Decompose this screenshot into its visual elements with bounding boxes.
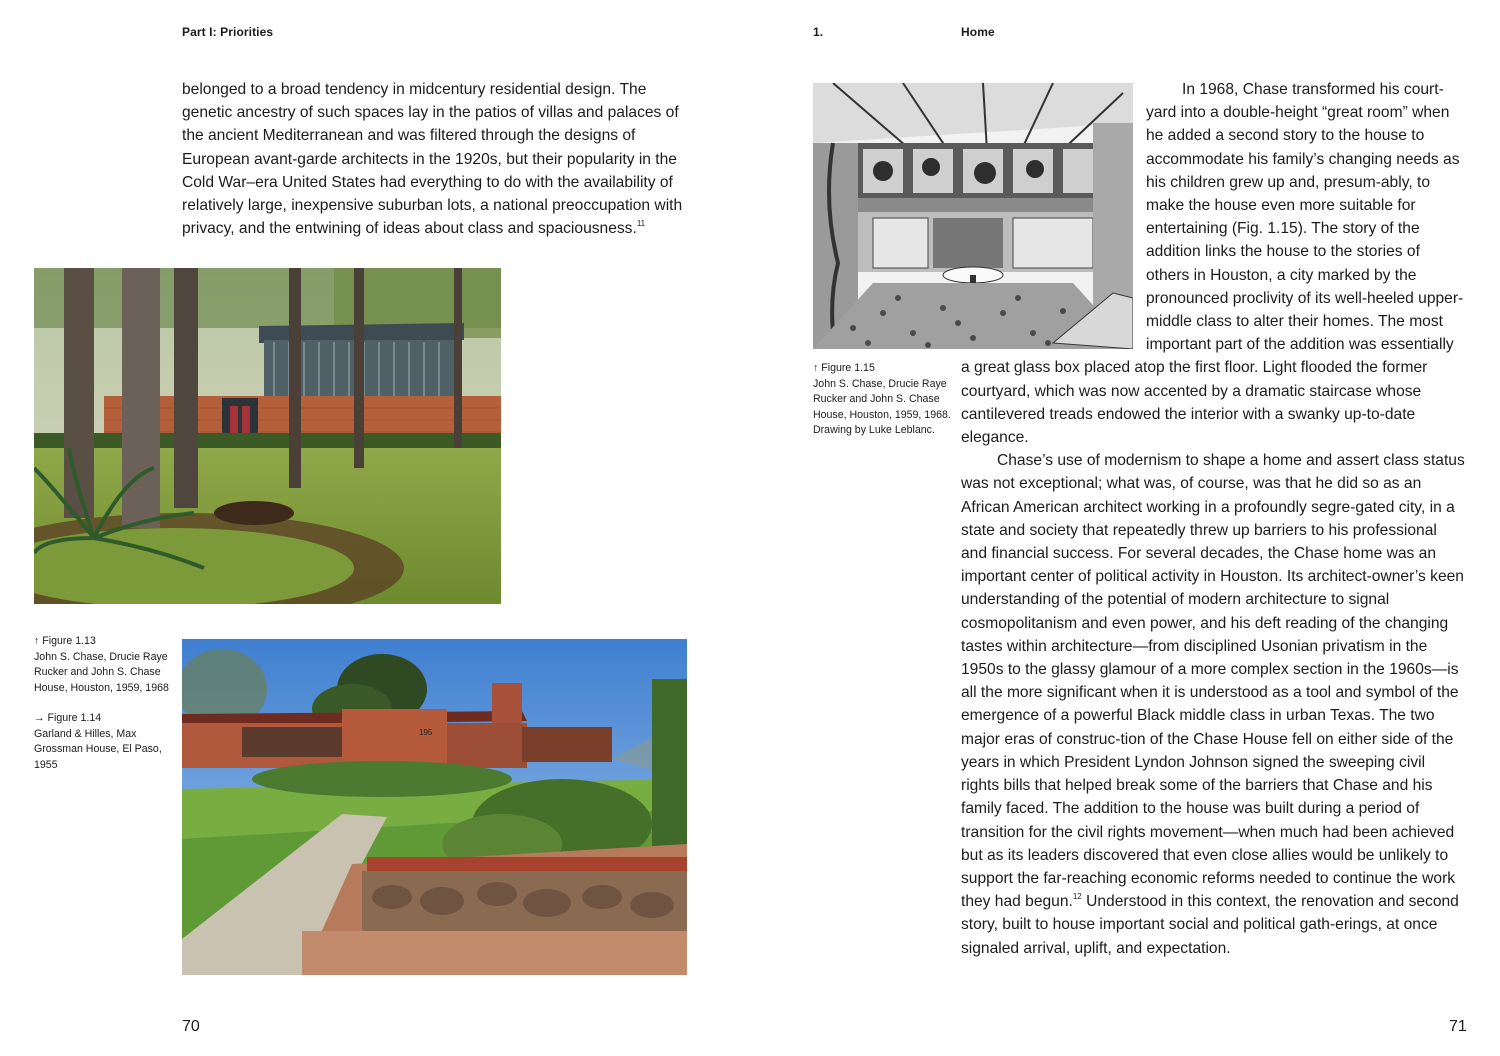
paragraph-text: belonged to a broad tendency in midcentury residential design. The genetic ancestry of such spaces lay in the patios of villas and palaces of the ancient Mediterranean and was filtered through the designs of European avant-garde architects in the 1920s, but their popularity in the Cold War–era United States had everything to do with the availability of relatively large, inexpensive suburban lots, a national preoccupation with privacy, and the entwining of ideas about class and spaciousness.: [182, 81, 683, 238]
caption-text: Garland & Hilles, Max Grossman House, El Paso, 1955: [34, 727, 162, 771]
chapter-number: 1.: [813, 25, 824, 39]
body-paragraph-2: [961, 449, 1466, 959]
running-head-left: Part I: Priorities: [182, 25, 274, 39]
body-paragraph-left: [182, 78, 692, 240]
figure-1-14-photo: [182, 639, 687, 975]
figure-wrap-space: [961, 78, 1146, 355]
house-number-sign: 195: [419, 728, 433, 737]
figure-1-15-caption: [813, 361, 953, 439]
running-head-right: Home: [961, 25, 995, 39]
caption-text: John S. Chase, Drucie Raye Rucker and John S. Chase House, Houston, 1959, 1968. Drawing by Luke Leblanc.: [813, 377, 951, 437]
caption-text: John S. Chase, Drucie Raye Rucker and John S. Chase House, Houston, 1959, 1968: [34, 650, 169, 694]
caption-label: ↑ Figure 1.15: [813, 362, 875, 374]
footnote-ref-11: 11: [636, 219, 646, 229]
figure-1-13-caption: [34, 634, 174, 696]
paragraph-text: Chase’s use of modernism to shape a home and assert class status was not exceptional; what was, of course, was that he did so as an African American architect working in a profoundly segre-gated city, in a state and society that repeatedly threw up barriers to his professional and financial success. For several decades, the Chase home was an important center of political activity in Houston. Its architect-owner’s keen understanding of the potential of modern architecture to signal cosmopolitanism and even power, and his deft reading of the changing tastes within architecture—from disciplined Usonian privatism in the 1950s to the glassy glamour of a more complex section in the 1960s—is all the more significant when it is understood as a tool and symbol of the emergence of a powerful Black middle class in urban Texas. The two major eras of construc-tion of the Chase House fell on either side of the years in which President Lyndon Johnson signed the sweeping civil rights bills that helped break some of the barriers that Chase and his family faced. The addition to the house was built during a period of transition for the civil rights movement—when much had been achieved but as its leaders discovered that even close allies would be unlikely to support the far-reaching economic reforms needed to continue the work they had begun.: [961, 452, 1465, 911]
paragraph-text-continued: Understood in this context, the renovation and second story, built to house important social and political gath-erings, at once signaled arrival, uplift, and expectation.: [961, 893, 1459, 957]
right-page: [750, 0, 1500, 1056]
caption-label: → Figure 1.14: [34, 712, 102, 724]
footnote-ref-12: 12: [1072, 892, 1082, 902]
page-number-left: 70: [182, 1018, 200, 1035]
figure-1-14-caption: [34, 711, 174, 773]
page-number-right: 71: [1449, 1018, 1467, 1035]
body-text-right: [961, 78, 1466, 960]
body-paragraph-1: In 1968, Chase transformed his court-yard into a double-height “great room” when he added a second story to the house to accommodate his family’s changing needs as his children grew up and, presum-ably, to make the house even more suitable for entertaining (Fig. 1.15). The story of the addition links the house to the stories of others in Houston, a city marked by the pronounced proclivity of its well-heeled upper-middle class to alter their homes. The most important part of the addition was essentially a great glass box placed atop the first floor. Light flooded the former courtyard, which was now accented by a dramatic staircase whose cantilevered treads endowed the interior with a swanky up-to-date elegance.: [961, 81, 1464, 447]
figure-1-13-photo: [34, 268, 501, 604]
caption-label: ↑ Figure 1.13: [34, 635, 96, 647]
